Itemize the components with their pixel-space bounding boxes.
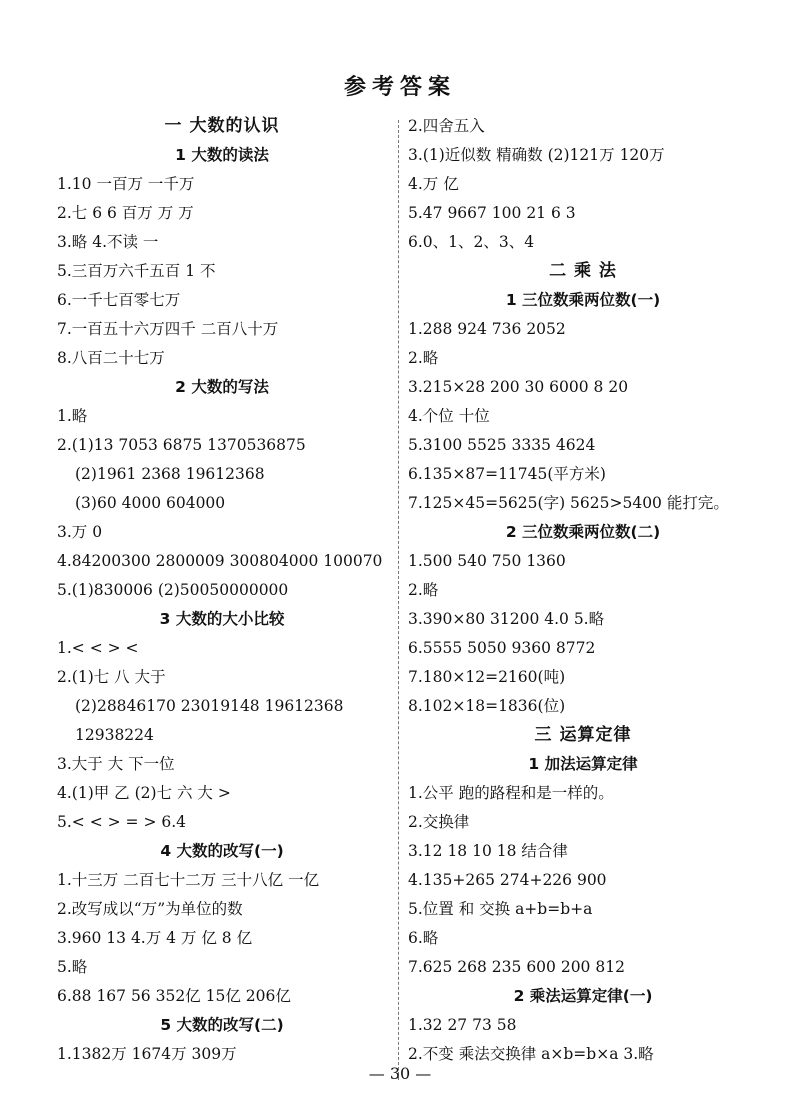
answer-line: 6.5555 5050 9360 8772 — [408, 639, 596, 657]
answer-line: 3.215×28 200 30 6000 8 20 — [408, 378, 629, 396]
answer-line: 2.略 — [408, 349, 439, 367]
answer-line: 3.大于 大 下一位 — [57, 755, 175, 773]
section-heading: 4 大数的改写(一) — [160, 842, 284, 860]
section-heading: 2 大数的写法 — [175, 378, 269, 396]
answer-line: 4.84200300 2800009 300804000 100070 — [57, 552, 383, 570]
chapter-heading: 一 大数的认识 — [164, 116, 280, 136]
section-heading: 1 大数的读法 — [175, 146, 269, 164]
answer-line: 12938224 — [75, 726, 154, 744]
answer-line: (3)60 4000 604000 — [75, 494, 226, 512]
answer-line: 3.12 18 10 18 结合律 — [408, 842, 568, 860]
answer-line: 5.略 — [57, 958, 88, 976]
answer-line: 4.个位 十位 — [408, 407, 490, 425]
page-footer: — 30 — — [368, 1064, 432, 1083]
answer-line: 5.三百万六千五百 1 不 — [57, 262, 216, 280]
answer-line: 2.七 6 6 百万 万 万 — [57, 204, 194, 222]
answer-line: 2.四舍五入 — [408, 117, 485, 135]
section-heading: 2 乘法运算定律(一) — [513, 987, 653, 1005]
answer-line: 5.(1)830006 (2)50050000000 — [57, 581, 289, 599]
answer-line: 6.88 167 56 352亿 15亿 206亿 — [57, 987, 291, 1005]
answer-line: 7.625 268 235 600 200 812 — [408, 958, 625, 976]
answer-line: 3.万 0 — [57, 523, 103, 541]
answer-line: 1.1382万 1674万 309万 — [57, 1045, 237, 1063]
chapter-heading: 二 乘 法 — [549, 261, 617, 281]
answer-line: 4.万 亿 — [408, 175, 459, 193]
answer-line: 4.135+265 274+226 900 — [408, 871, 607, 889]
section-heading: 1 加法运算定律 — [528, 755, 638, 773]
chapter-heading: 三 运算定律 — [534, 725, 632, 745]
section-heading: 2 三位数乘两位数(二) — [505, 523, 661, 541]
answer-line: 6.0、1、2、3、4 — [408, 233, 535, 251]
answer-line: 4.(1)甲 乙 (2)七 六 大 > — [57, 784, 231, 802]
answer-line: 8.八百二十七万 — [57, 349, 165, 367]
answer-line: 1.500 540 750 1360 — [408, 552, 566, 570]
answer-line: 3.(1)近似数 精确数 (2)121万 120万 — [408, 146, 665, 164]
answer-line: 2.不变 乘法交换律 a×b=b×a 3.略 — [408, 1045, 654, 1063]
answer-line: 5.47 9667 100 21 6 3 — [408, 204, 576, 222]
answer-line: 1.32 27 73 58 — [408, 1016, 517, 1034]
page-title: 参考答案 — [343, 75, 456, 100]
answer-line: 2.略 — [408, 581, 439, 599]
answer-line: 1.公平 跑的路程和是一样的。 — [408, 784, 614, 802]
left-column — [57, 112, 387, 1069]
answer-line: 2.交换律 — [408, 813, 470, 831]
answer-line: 1.10 一百万 一千万 — [57, 175, 195, 193]
section-heading: 5 大数的改写(二) — [160, 1016, 284, 1034]
answer-line: 2.改写成以“万”为单位的数 — [57, 900, 243, 918]
answer-line: 1.略 — [57, 407, 88, 425]
answer-line: 2.(1)七 八 大于 — [57, 668, 166, 686]
page-number: 30 — [389, 1064, 411, 1083]
answer-line: 6.135×87=11745(平方米) — [408, 465, 606, 483]
answer-line: 3.略 4.不读 一 — [57, 233, 159, 251]
answer-line: (2)28846170 23019148 19612368 — [75, 697, 344, 715]
section-heading: 3 大数的大小比较 — [159, 610, 285, 628]
right-column — [408, 112, 758, 1069]
answer-line: 2.(1)13 7053 6875 1370536875 — [57, 436, 306, 454]
column-divider — [398, 120, 399, 1080]
answer-line: 8.102×18=1836(位) — [408, 697, 566, 715]
answer-line: 1.十三万 二百七十二万 三十八亿 一亿 — [57, 871, 320, 889]
answer-line: 6.略 — [408, 929, 439, 947]
answer-line: (2)1961 2368 19612368 — [75, 465, 265, 483]
answer-line: 5.位置 和 交换 a+b=b+a — [408, 900, 593, 918]
answer-line: 5.3100 5525 3335 4624 — [408, 436, 596, 454]
answer-line: 7.125×45=5625(字) 5625>5400 能打完。 — [408, 494, 729, 512]
section-heading: 1 三位数乘两位数(一) — [505, 291, 661, 309]
answer-line: 3.960 13 4.万 4 万 亿 8 亿 — [57, 929, 253, 947]
answer-line: 1.288 924 736 2052 — [408, 320, 566, 338]
answer-line: 7.一百五十六万四千 二百八十万 — [57, 320, 279, 338]
answer-line: 3.390×80 31200 4.0 5.略 — [408, 610, 605, 628]
answer-line: 1.< < > < — [57, 639, 139, 657]
answer-line: 7.180×12=2160(吨) — [408, 668, 566, 686]
answer-line: 5.< < > = > 6.4 — [57, 813, 187, 831]
answer-line: 6.一千七百零七万 — [57, 291, 181, 309]
